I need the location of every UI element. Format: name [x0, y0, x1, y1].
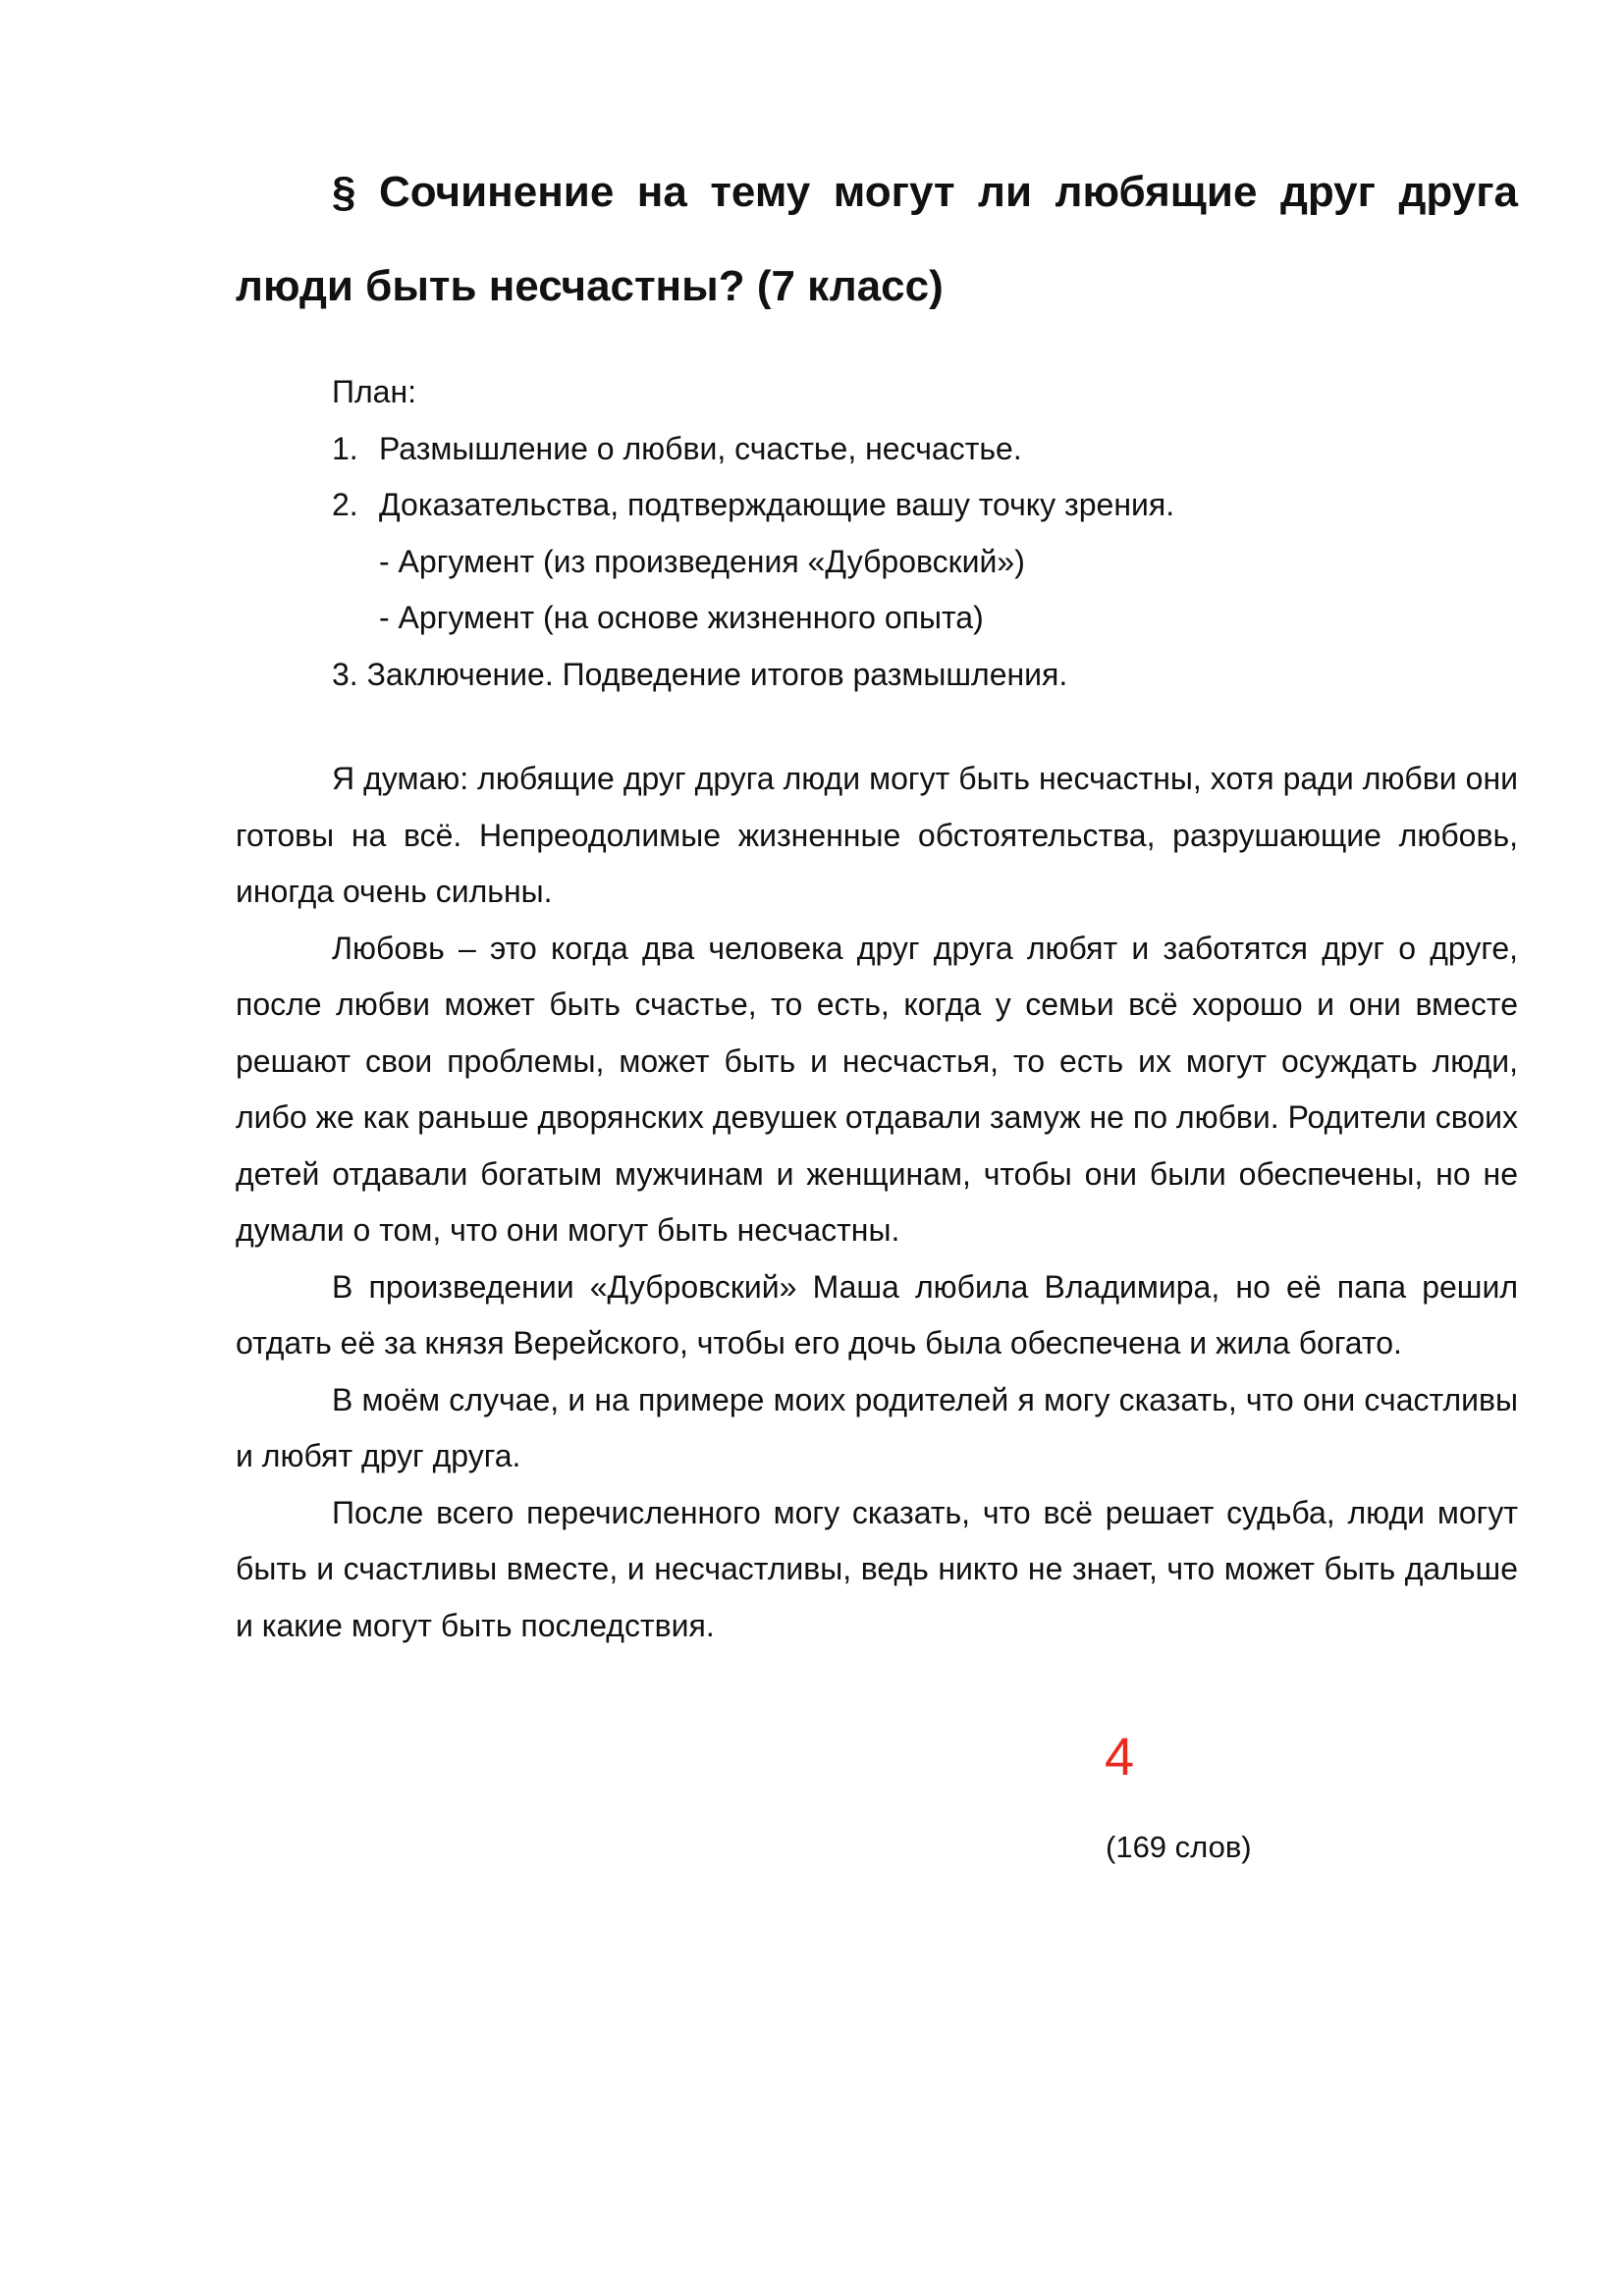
paragraph: В моём случае, и на примере моих родителей я могу сказать, что они счастливы и любят друг друга. — [236, 1381, 1518, 1473]
paragraph: В произведении «Дубровский» Маша любила Владимира, но её папа решил отдать её за князя Верейского, чтобы его дочь была обеспечена и жила богато. — [236, 1268, 1518, 1361]
word-count: (169 слов) — [1106, 1830, 1252, 1864]
plan-heading: План: — [332, 374, 417, 409]
essay-body — [236, 751, 1518, 1654]
essay-title: § Сочинение на тему могут ли любящие друг друга люди быть несчастны? (7 класс) — [236, 168, 1518, 310]
essay-plan — [332, 364, 1518, 703]
plan-item — [332, 647, 1518, 704]
plan-subitem — [332, 590, 1518, 647]
paragraph: Любовь – это когда два человека друг друга любят и заботятся друг о друге, после любви может быть счастье, то есть, когда у семьи всё хорошо и они вместе решают свои проблемы, может быть и несчастья, то есть их могут осуждать люди, либо же как раньше дворянских девушек отдавали замуж не по любви. Родители своих детей отдавали богатым мужчинам и женщинам, чтобы они были обеспечены, но не думали о том, что они могут быть несчастны. — [236, 930, 1518, 1248]
plan-item — [332, 421, 1518, 478]
plan-item-number: 1. — [332, 430, 358, 466]
plan-item-text: 3. Заключение. Подведение итогов размышления. — [332, 656, 1068, 692]
plan-subitem — [332, 534, 1518, 591]
paragraph: После всего перечисленного могу сказать, что всё решает судьба, люди могут быть и счастливы вместе, и несчастливы, ведь никто не знает, что может быть дальше и какие могут быть последствия. — [236, 1494, 1518, 1643]
grade-mark: 4 — [1105, 1728, 1135, 1787]
plan-item-number: 2. — [332, 487, 358, 522]
paragraph: Я думаю: любящие друг друга люди могут быть несчастны, хотя ради любви они готовы на всё. Непреодолимые жизненные обстоятельства, разрушающие любовь, иногда очень сильны. — [236, 761, 1518, 909]
plan-subitem-text: - Аргумент (на основе жизненного опыта) — [379, 600, 984, 635]
plan-item-text: Доказательства, подтверждающие вашу точку зрения. — [379, 487, 1175, 522]
plan-item — [332, 477, 1518, 534]
plan-subitem-text: - Аргумент (из произведения «Дубровский») — [379, 543, 1025, 579]
plan-item-text: Размышление о любви, счастье, несчастье. — [379, 430, 1022, 466]
